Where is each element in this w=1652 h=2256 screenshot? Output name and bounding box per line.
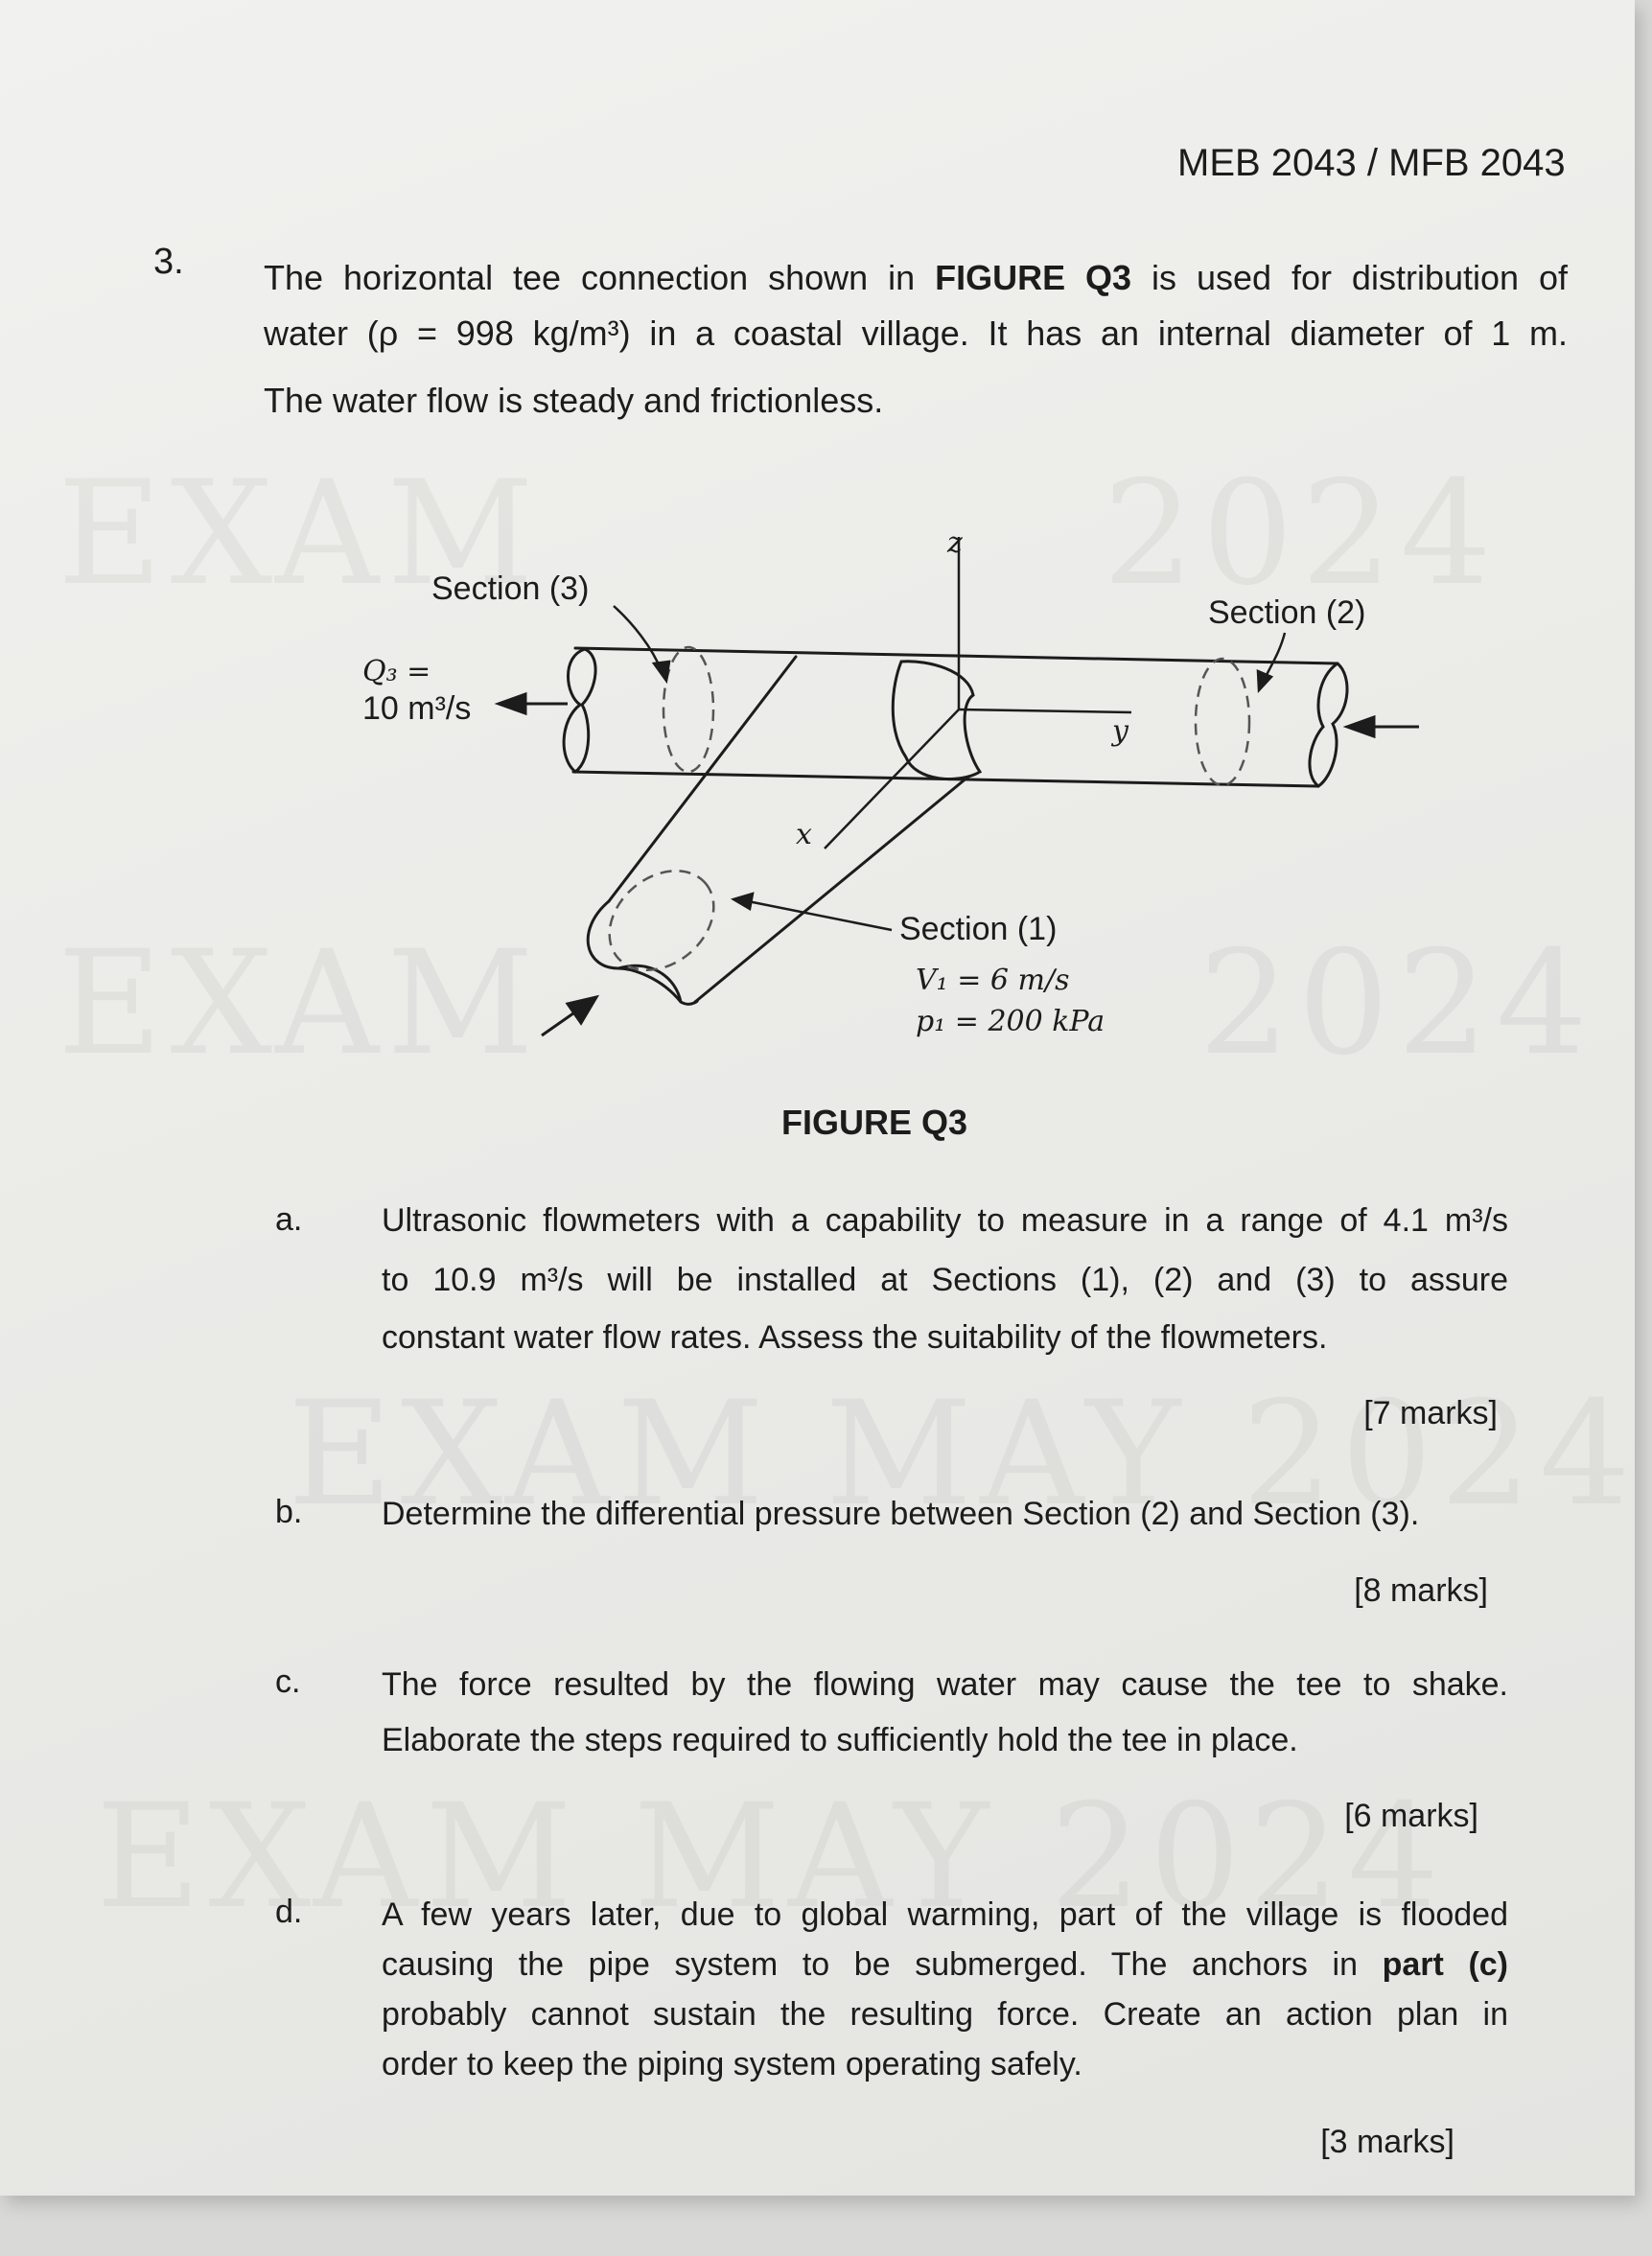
section-3-label: Section (3): [431, 570, 590, 607]
part-d-marks: [3 marks]: [1320, 2124, 1454, 2160]
q3-label: Q₃ =: [362, 655, 431, 688]
z-axis-label: z: [947, 526, 963, 560]
question-intro-line: The water flow is steady and frictionless.: [264, 381, 884, 420]
intro-text: is used for distribution of: [1131, 258, 1568, 297]
part-b-marks: [8 marks]: [1354, 1572, 1488, 1609]
q3-arrow-head: [499, 694, 525, 713]
part-label: c.: [275, 1663, 301, 1700]
y-axis: [959, 709, 1131, 712]
x-axis-label: x: [796, 818, 812, 851]
figure-q3: [345, 518, 1438, 1093]
section-1-ring: [590, 850, 733, 990]
part-d-text: causing the pipe system to be submerged. The anchors in: [382, 1946, 1383, 1983]
part-label: b.: [275, 1494, 303, 1530]
part-d-line: order to keep the piping system operating safely.: [382, 2046, 1082, 2082]
section-3-leader: [614, 606, 662, 671]
part-c-line: The force resulted by the flowing water may cause the tee to shake.: [382, 1666, 1508, 1703]
part-a-line: to 10.9 m³/s will be installed at Sections (1), (2) and (3) to assure: [382, 1262, 1508, 1298]
section2-arrow-head: [1347, 717, 1374, 736]
part-c-reference: part (c): [1382, 1946, 1509, 1983]
section-2-label: Section (2): [1208, 594, 1366, 631]
part-b-line: Determine the differential pressure between Section (2) and Section (3).: [382, 1496, 1420, 1532]
main-pipe-right-end: [1310, 663, 1347, 786]
question-number: 3.: [153, 242, 184, 282]
part-c-marks: [6 marks]: [1344, 1798, 1478, 1834]
question-intro-line: [264, 258, 1568, 297]
section-2-leader: [1264, 633, 1285, 681]
q3-value: 10 m³/s: [362, 690, 472, 727]
intro-text: The horizontal tee connection shown in: [264, 258, 936, 297]
branch-pipe-end: [588, 901, 697, 1004]
part-a-marks: [7 marks]: [1363, 1395, 1498, 1431]
section1-arrow-head: [568, 997, 596, 1023]
part-c-line: Elaborate the steps required to sufficiently hold the tee in place.: [382, 1722, 1298, 1758]
figure-caption: FIGURE Q3: [781, 1103, 968, 1142]
v1-label: V₁ = 6 m/s: [916, 964, 1070, 997]
question-intro-line: water (ρ = 998 kg/m³) in a coastal village. It has an internal diameter of 1 m.: [264, 314, 1568, 353]
p1-label: p₁ = 200 kPa: [916, 1005, 1105, 1038]
part-label: a.: [275, 1201, 303, 1238]
y-axis-label: y: [1112, 714, 1128, 748]
branch-pipe-upper-edge: [609, 657, 796, 901]
main-pipe-top-edge: [575, 648, 1338, 663]
main-pipe-left-end: [564, 649, 595, 772]
junction-ring: [893, 662, 980, 779]
figure-reference: FIGURE Q3: [935, 258, 1132, 297]
part-d-line: A few years later, due to global warming, part of the village is flooded: [382, 1896, 1508, 1933]
section-2-ring: [1196, 659, 1249, 785]
section-3-ring: [663, 647, 713, 772]
part-a-line: Ultrasonic flowmeters with a capability to measure in a range of 4.1 m³/s: [382, 1202, 1508, 1239]
part-d-line: [382, 1946, 1508, 1983]
course-code: MEB 2043 / MFB 2043: [1177, 142, 1566, 184]
part-a-line: constant water flow rates. Assess the suitability of the flowmeters.: [382, 1319, 1328, 1356]
section-1-leader: [748, 901, 892, 930]
part-label: d.: [275, 1894, 303, 1930]
part-d-line: probably cannot sustain the resulting force. Create an action plan in: [382, 1996, 1508, 2033]
section-1-label: Section (1): [899, 911, 1058, 947]
